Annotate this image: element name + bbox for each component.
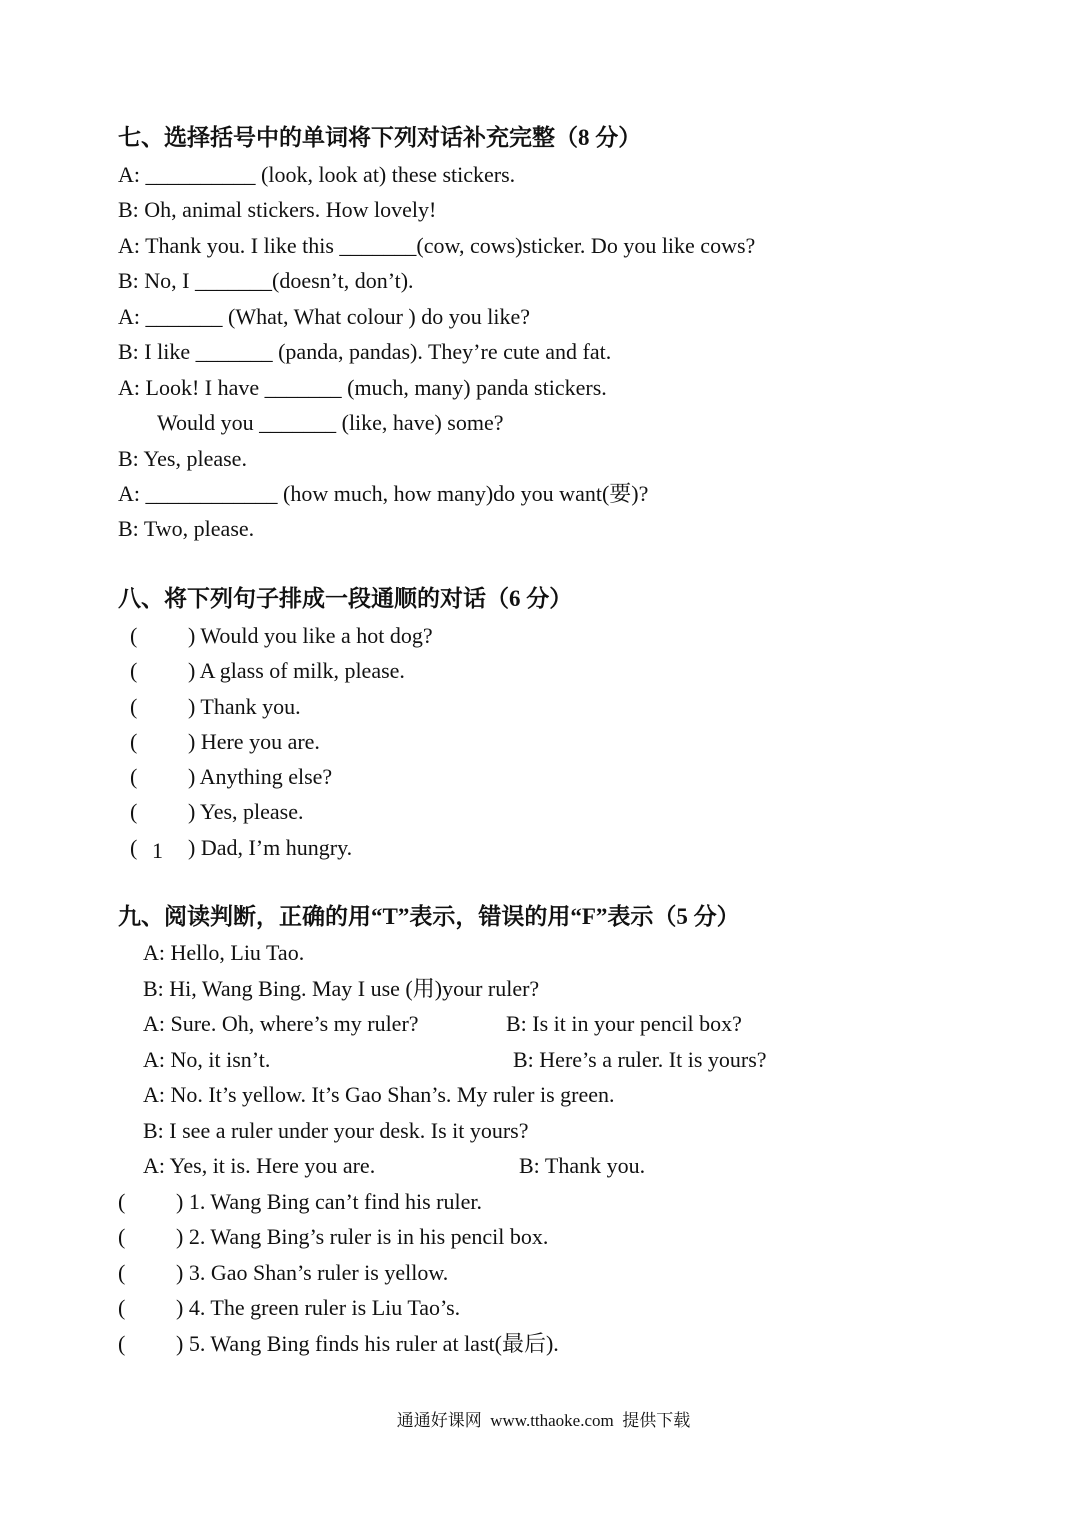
section7-line-8: Would you _______ (like, have) some?: [157, 410, 504, 435]
statement-text: ) 1. Wang Bing can’t find his ruler.: [176, 1189, 482, 1214]
footer-credit: 通通好课网 www.tthaoke.com 提供下载: [396, 1411, 691, 1430]
statement-text: ) 5. Wang Bing finds his ruler at last(最后).: [176, 1331, 559, 1356]
open-paren: (: [118, 1295, 126, 1320]
open-paren: (: [130, 835, 138, 860]
open-paren: (: [118, 1224, 126, 1249]
section7-line-6: B: I like _______ (panda, pandas). They’re cute and fat.: [118, 339, 612, 364]
answer-blank[interactable]: 1: [152, 838, 163, 863]
statement-text: ) 3. Gao Shan’s ruler is yellow.: [176, 1260, 449, 1285]
section7-heading: 七、选择括号中的单词将下列对话补充完整（8 分）: [118, 125, 642, 150]
dialogue-line: A: Hello, Liu Tao.: [143, 940, 305, 965]
open-paren: (: [130, 623, 138, 648]
ordering-text: ) Thank you.: [188, 694, 301, 719]
ordering-text: ) Anything else?: [188, 764, 333, 789]
ordering-text: ) Dad, I’m hungry.: [188, 835, 353, 860]
open-paren: (: [130, 764, 138, 789]
section7-line-1: A: __________ (look, look at) these stickers.: [118, 162, 516, 187]
open-paren: (: [118, 1260, 126, 1285]
dialogue-line: A: Sure. Oh, where’s my ruler?: [143, 1011, 419, 1036]
open-paren: (: [118, 1331, 126, 1356]
open-paren: (: [130, 729, 138, 754]
section8-heading: 八、将下列句子排成一段通顺的对话（6 分）: [118, 586, 573, 611]
section7-line-9: B: Yes, please.: [118, 446, 247, 471]
dialogue-line: A: No, it isn’t.: [143, 1047, 271, 1072]
dialogue-line: A: Yes, it is. Here you are.: [143, 1153, 376, 1178]
section7-line-2: B: Oh, animal stickers. How lovely!: [118, 197, 437, 222]
ordering-text: ) A glass of milk, please.: [188, 658, 405, 683]
ordering-text: ) Here you are.: [188, 729, 320, 754]
section9-heading: 九、阅读判断，正确的用“T”表示，错误的用“F”表示（5 分）: [118, 904, 740, 929]
open-paren: (: [130, 799, 138, 824]
dialogue-line-right: B: Is it in your pencil box?: [506, 1011, 742, 1036]
dialogue-line: B: Hi, Wang Bing. May I use (用)your ruler?: [143, 976, 540, 1001]
section7-line-10: A: ____________ (how much, how many)do you want(要)?: [118, 481, 649, 506]
dialogue-line-right: B: Thank you.: [519, 1153, 646, 1178]
dialogue-line: A: No. It’s yellow. It’s Gao Shan’s. My ruler is green.: [143, 1082, 615, 1107]
section7-line-4: B: No, I _______(doesn’t, don’t).: [118, 268, 414, 293]
open-paren: (: [130, 694, 138, 719]
open-paren: (: [118, 1189, 126, 1214]
section7-line-11: B: Two, please.: [118, 516, 255, 541]
dialogue-line-right: B: Here’s a ruler. It is yours?: [513, 1047, 767, 1072]
statement-text: ) 4. The green ruler is Liu Tao’s.: [176, 1295, 461, 1320]
section7-line-7: A: Look! I have _______ (much, many) panda stickers.: [118, 375, 607, 400]
section7-line-3: A: Thank you. I like this _______(cow, cows)sticker. Do you like cows?: [118, 233, 756, 258]
open-paren: (: [130, 658, 138, 683]
ordering-text: ) Yes, please.: [188, 799, 304, 824]
dialogue-line: B: I see a ruler under your desk. Is it yours?: [143, 1118, 529, 1143]
statement-text: ) 2. Wang Bing’s ruler is in his pencil box.: [176, 1224, 549, 1249]
section7-line-5: A: _______ (What, What colour ) do you like?: [118, 304, 530, 329]
ordering-text: ) Would you like a hot dog?: [188, 623, 433, 648]
